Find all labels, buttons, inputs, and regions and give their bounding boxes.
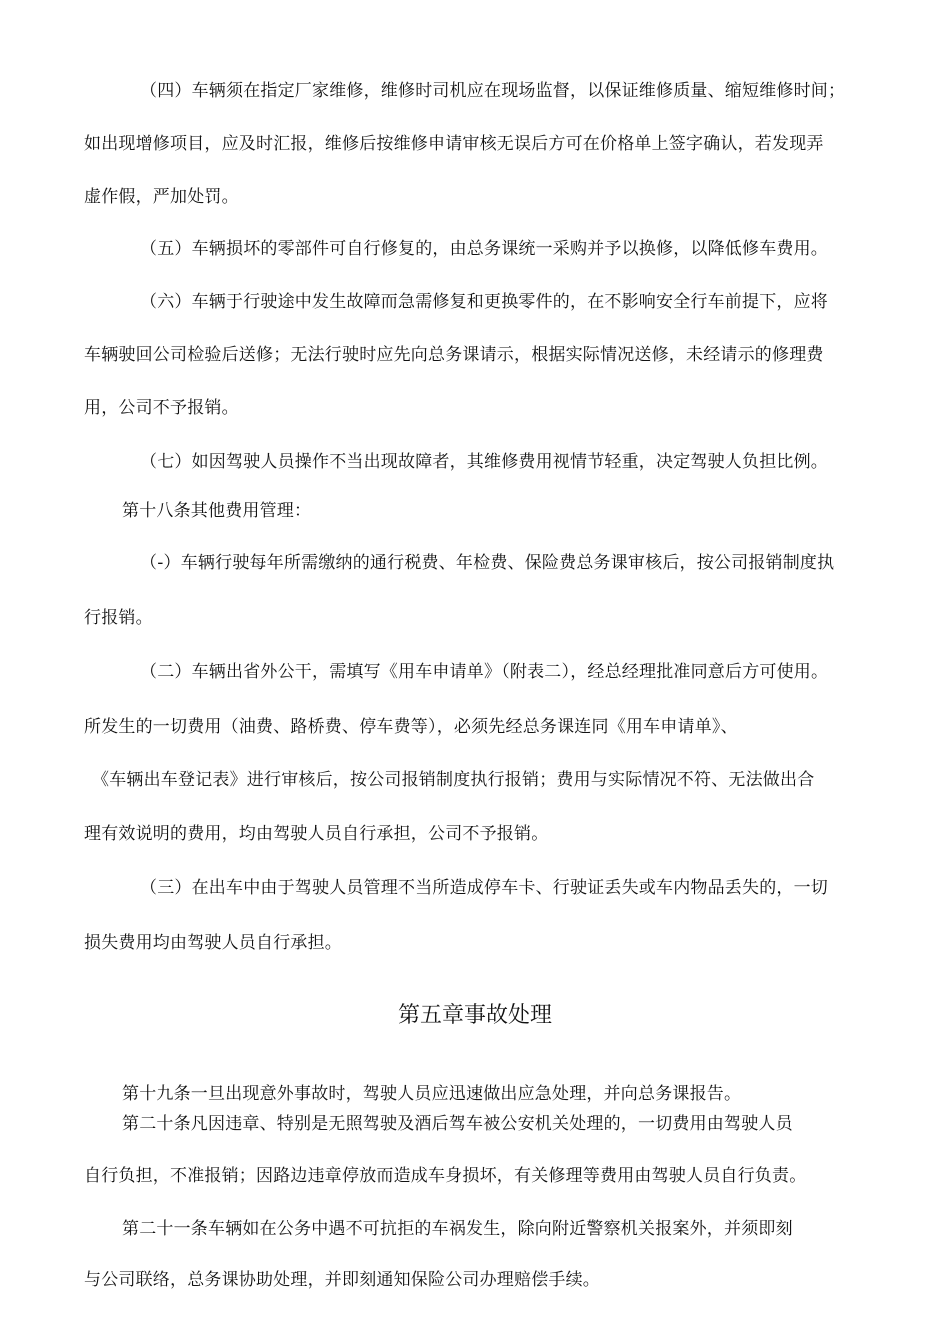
article-18-item-2-line-1: （二）车辆出省外公干，需填写《用车申请单》（附表二），经总经理批准同意后方可使用。 [140, 662, 829, 682]
article-18-item-3-line-2: 损失费用均由驾驶人员自行承担。 [84, 933, 342, 953]
paragraph-6-line-3: 用，公司不予报销。 [84, 398, 239, 418]
article-18-item-2-line-4: 理有效说明的费用，均由驾驶人员自行承担，公司不予报销。 [84, 824, 549, 844]
paragraph-4-line-3: 虚作假，严加处罚。 [84, 187, 239, 207]
article-21-line-1: 第二十一条车辆如在公务中遇不可抗拒的车祸发生，除向附近警察机关报案外，并须即刻 [122, 1219, 793, 1239]
article-18-item-2-line-2: 所发生的一切费用（油费、路桥费、停车费等），必须先经总务课连同《用车申请单》、 [84, 717, 738, 737]
article-18-item-3-line-1: （三）在出车中由于驾驶人员管理不当所造成停车卡、行驶证丢失或车内物品丢失的，一切 [140, 878, 828, 898]
article-18-item-1-line-2: 行报销。 [84, 608, 153, 628]
paragraph-5-line-1: （五）车辆损坏的零部件可自行修复的，由总务课统一采购并予以换修，以降低修车费用。 [140, 239, 828, 259]
paragraph-6-line-2: 车辆驶回公司检验后送修；无法行驶时应先向总务课请示，根据实际情况送修，未经请示的修理费 [84, 345, 824, 365]
article-20-line-2: 自行负担，不准报销；因路边违章停放而造成车身损坏，有关修理等费用由驾驶人员自行负责。 [84, 1166, 807, 1186]
paragraph-7-line-1: （七）如因驾驶人员操作不当出现故障者，其维修费用视情节轻重，决定驾驶人负担比例。 [140, 452, 828, 472]
article-18-item-1-line-1: （-）车辆行驶每年所需缴纳的通行税费、年检费、保险费总务课审核后，按公司报销制度执 [140, 553, 835, 573]
paragraph-4-line-1: （四）车辆须在指定厂家维修，维修时司机应在现场监督，以保证维修质量、缩短维修时间； [140, 81, 846, 101]
article-18-heading: 第十八条其他费用管理： [122, 501, 312, 521]
paragraph-4-line-2: 如出现增修项目，应及时汇报，维修后按维修申请审核无误后方可在价格单上签字确认，若发现弄 [84, 134, 824, 154]
article-18-item-2-line-3: 《车辆出车登记表》进行审核后，按公司报销制度执行报销；费用与实际情况不符、无法做出合 [92, 770, 815, 790]
chapter-heading: 第五章事故处理 [397, 1003, 552, 1028]
paragraph-6-line-1: （六）车辆于行驶途中发生故障而急需修复和更换零件的，在不影响安全行车前提下，应将 [140, 292, 828, 312]
article-20-line-1: 第二十条凡因违章、特别是无照驾驶及酒后驾车被公安机关处理的，一切费用由驾驶人员 [122, 1114, 793, 1134]
article-21-line-2: 与公司联络，总务课协助处理，并即刻通知保险公司办理赔偿手续。 [84, 1270, 600, 1290]
article-19-line-1: 第十九条一旦出现意外事故时，驾驶人员应迅速做出应急处理，并向总务课报告。 [122, 1084, 742, 1104]
